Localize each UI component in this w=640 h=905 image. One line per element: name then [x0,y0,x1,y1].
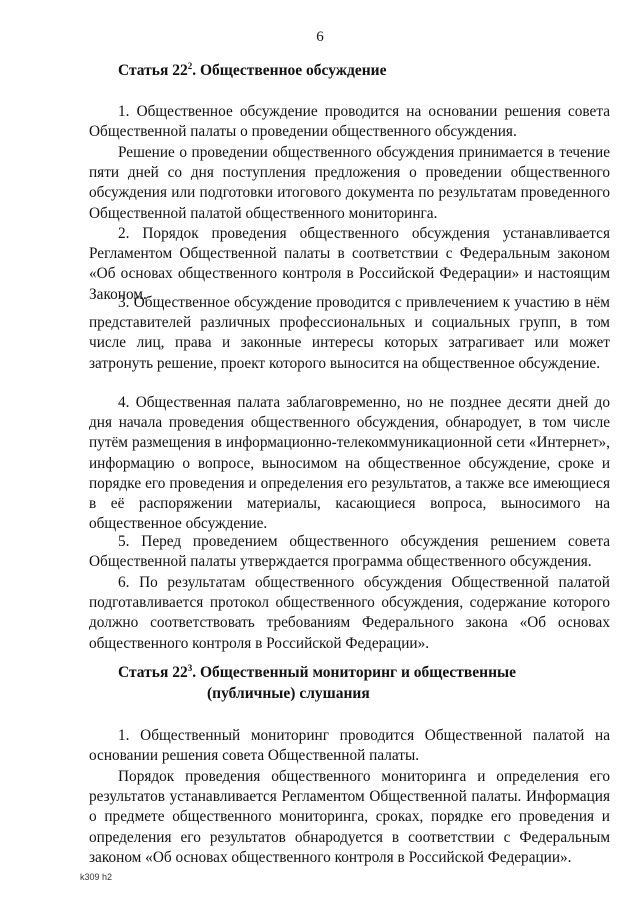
article-22-2-heading [118,60,386,81]
article-title-superscript: 2 [187,61,193,71]
article-paragraph: Порядок проведения общественного мониторинга и определения его результатов устанавливается Регламентом Общественной палаты. Информация о предмете общественного мониторинга, сроках, порядке его проведения и определения его результатов обнародуется в соответствии с Федеральным законом «Об основах общественного контроля в Российской Федерации». [89,768,610,866]
article-title-text: . Общественное обсуждение [192,62,387,79]
article-title-superscript: 3 [187,663,193,673]
article-paragraph: Решение о проведении общественного обсуждения принимается в течение пяти дней со дня поступления предложения о проведении общественного обсуждения или подготовки итогового документа по результатам проведенного Общественной палатой общественного мониторинга. [89,144,610,222]
article-paragraph: 6. По результатам общественного обсуждения Общественной палатой подготавливается протокол общественного обсуждения, содержание которого должно соответствовать требованиям Федерального закона «Об основах общественного контроля в Российской Федерации». [89,574,610,652]
article-paragraph: 4. Общественная палата заблаговременно, но не позднее десяти дней до дня начала проведения общественного обсуждения, обнародует, в том числе путём размещения в информационно-телекоммуникационной сети «Интернет», информацию о вопросе, выносимом на общественное обсуждение, сроке и порядке его проведения и определения его результатов, а также все имеющиеся в её распоряжении материалы, касающиеся вопроса, выносимого на общественное обсуждение. [89,394,610,533]
article-paragraph: 1. Общественное обсуждение проводится на основании решения совета Общественной палаты о проведении общественного обсуждения. [89,103,610,141]
article-paragraph: 5. Перед проведением общественного обсуждения решением совета Общественной палаты утверждается программа общественного обсуждения. [89,533,610,571]
article-paragraph: 1. Общественный мониторинг проводится Общественной палатой на основании решения совета Общественной палаты. [89,727,610,765]
article-paragraph: 3. Общественное обсуждение проводится с привлечением к участию в нём представителей различных профессиональных и социальных групп, в том числе лиц, права и законные интересы которых затрагивает или может затронуть решение, проект которого выносится на общественное обсуждение. [89,294,610,372]
article-title-prefix: Статья 22 [118,664,188,681]
article-title-text-line2: (публичные) слушания [207,685,370,702]
article-title-text: . Общественный мониторинг и общественные [192,664,517,681]
article-22-3-heading [118,662,538,704]
article-paragraph: 2. Порядок проведения общественного обсуждения устанавливается Регламентом Общественной палаты в соответствии с Федеральным законом «Об основах общественного контроля в Российской Федерации» и настоящим Законом. [89,225,610,303]
page-number: 6 [316,29,324,45]
document-code: k309 h2 [80,872,113,882]
article-title-prefix: Статья 22 [118,62,188,79]
